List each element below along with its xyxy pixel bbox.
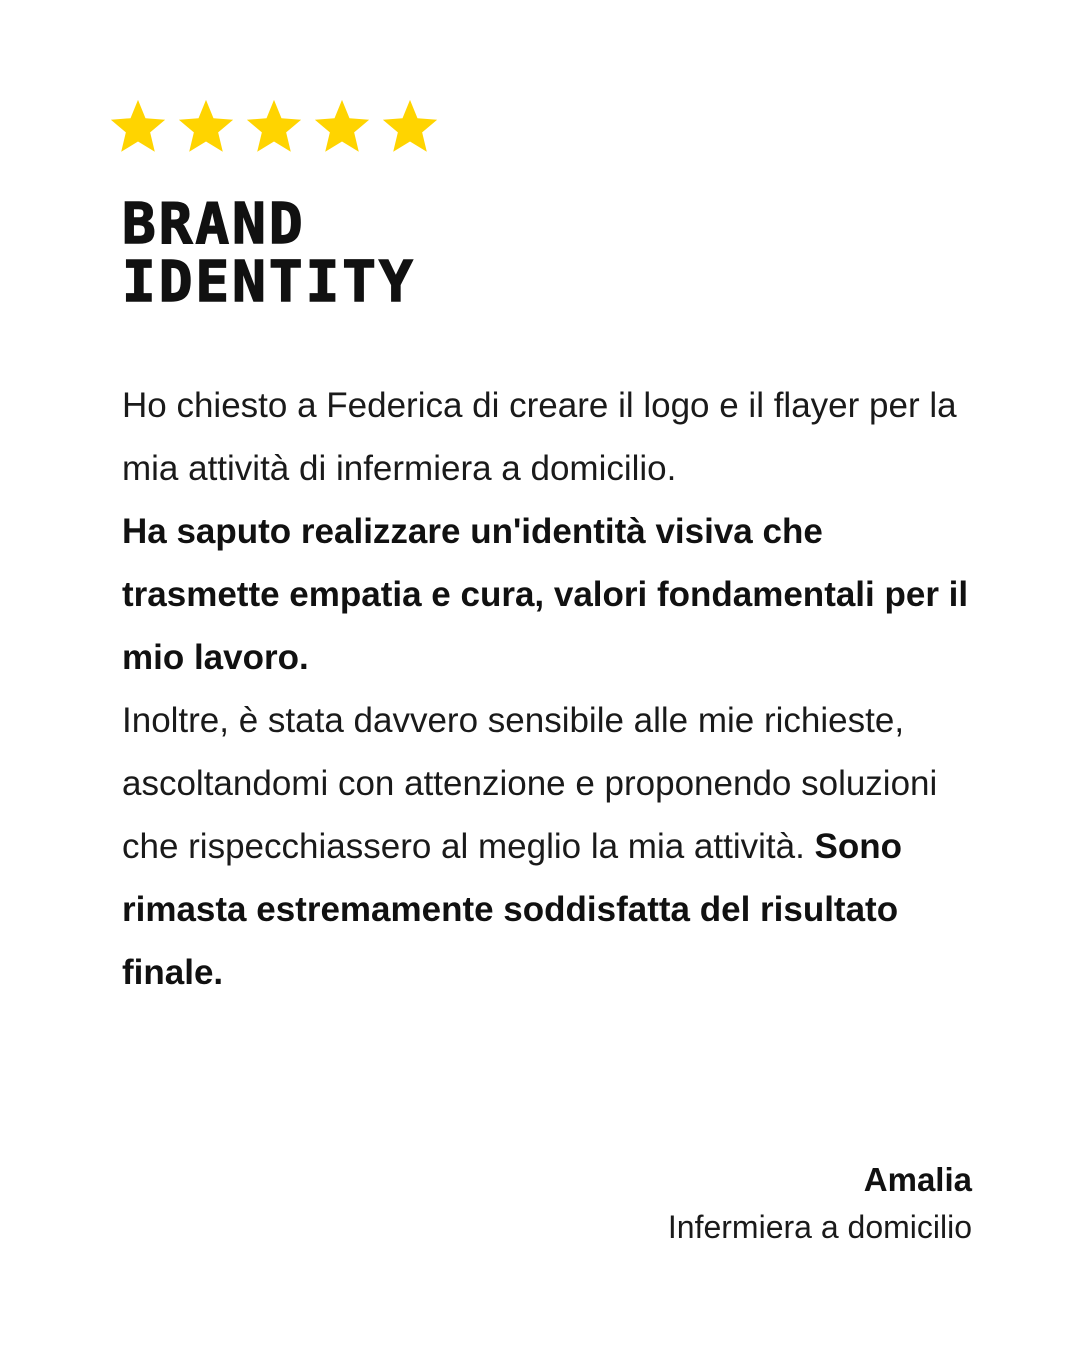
star-rating xyxy=(106,96,442,158)
star-icon xyxy=(242,96,306,158)
review-paragraph-2 xyxy=(122,500,982,689)
author-name: Amalia xyxy=(863,1161,972,1198)
star-icon xyxy=(310,96,374,158)
star-icon xyxy=(378,96,442,158)
review-paragraph-3 xyxy=(122,689,982,1004)
author-role: Infermiera a domicilio xyxy=(667,1209,972,1245)
title-line-2: IDENTITY xyxy=(122,250,416,315)
review-highlight-2: Sono rimasta estremamente soddisfatta del risultato finale. xyxy=(122,827,903,992)
page-title xyxy=(122,192,416,315)
title-line-1: BRAND xyxy=(122,192,306,257)
review-paragraph-1: Ho chiesto a Federica di creare il logo e il flayer per la mia attività di infermiera a domicilio. xyxy=(122,386,957,488)
star-icon xyxy=(106,96,170,158)
star-icon xyxy=(174,96,238,158)
review-text xyxy=(122,374,982,1004)
review-author xyxy=(668,1158,972,1252)
review-highlight-1: Ha saputo realizzare un'identità visiva che trasmette empatia e cura, valori fondamentali per il mio lavoro. xyxy=(122,512,969,677)
review-paragraph-3-text: Inoltre, è stata davvero sensibile alle mie richieste, ascoltandomi con attenzione e proponendo soluzioni che rispecchiassero al meglio la mia attività. xyxy=(122,701,938,866)
